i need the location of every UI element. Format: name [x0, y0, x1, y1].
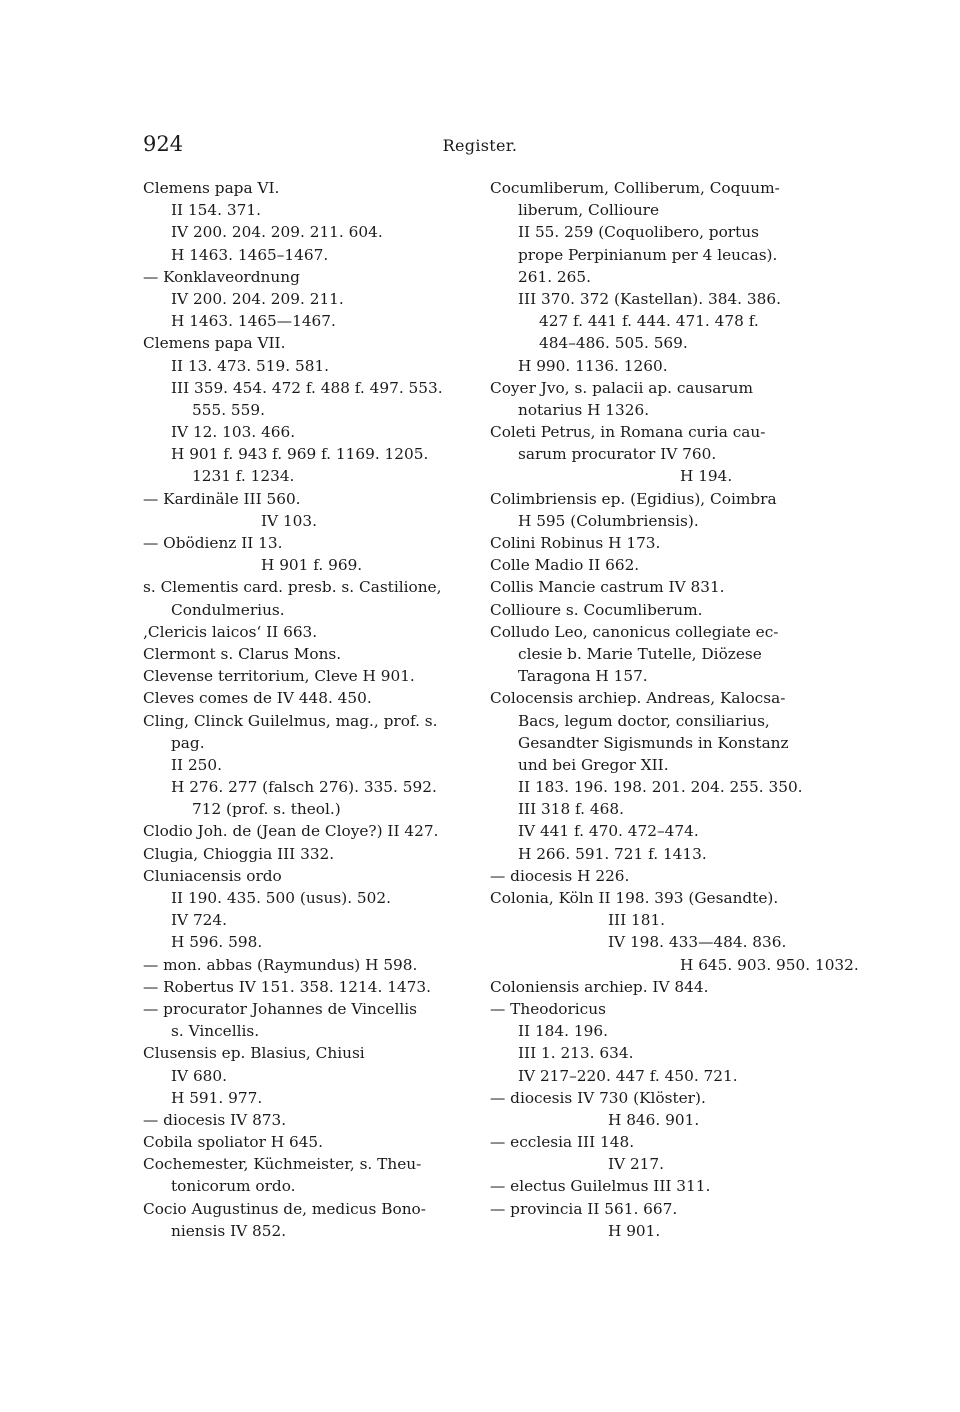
index-entry-line: II 250.: [171, 755, 223, 774]
index-entry-line: ‚Clericis laicos‘ II 663.: [143, 622, 318, 641]
index-entry-line: — mon. abbas (Raymundus) H 598.: [143, 955, 418, 974]
index-entry-line: II 190. 435. 500 (usus). 502.: [171, 889, 391, 907]
index-entry-line: III 181.: [608, 911, 666, 930]
index-entry-line: Colludo Leo, canonicus collegiate ec-: [490, 622, 779, 641]
index-entry-line: — Robertus IV 151. 358. 1214. 1473.: [143, 977, 431, 996]
index-entry-line: 1231 f. 1234.: [192, 467, 295, 486]
index-entry-line: s. Vincellis.: [171, 1022, 260, 1041]
index-entry-line: — Konklaveordnung: [143, 267, 300, 286]
index-entry-line: H 595 (Columbriensis).: [518, 511, 699, 530]
index-entry-line: Clevense territorium, Cleve H 901.: [143, 667, 415, 686]
index-entry-line: s. Clementis card. presb. s. Castilione,: [143, 578, 442, 597]
index-entry-line: niensis IV 852.: [171, 1221, 287, 1240]
index-entry-line: Cling, Clinck Guilelmus, mag., prof. s.: [143, 711, 438, 730]
index-entry-line: IV 217.: [608, 1155, 665, 1174]
index-entry-line: IV 198. 433—484. 836.: [608, 933, 787, 952]
index-entry-line: Cluniacensis ordo: [143, 866, 282, 885]
index-entry-line: H 990. 1136. 1260.: [518, 356, 668, 375]
index-entry-line: II 184. 196.: [518, 1022, 608, 1041]
index-entry-line: IV 12. 103. 466.: [171, 423, 296, 442]
index-entry-line: IV 441 f. 470. 472–474.: [518, 822, 699, 841]
index-entry-line: — ecclesia III 148.: [490, 1133, 635, 1152]
index-entry-line: IV 680.: [171, 1066, 228, 1085]
index-entry-line: H 901 f. 969.: [261, 556, 363, 575]
index-entry-line: H 901.: [608, 1221, 661, 1240]
index-entry-line: H 194.: [680, 467, 733, 486]
index-entry-line: — Kardinäle III 560.: [143, 489, 301, 508]
index-entry-line: III 318 f. 468.: [518, 800, 624, 819]
index-entry-line: pag.: [171, 733, 205, 752]
index-entry-line: 555. 559.: [192, 400, 265, 419]
index-entry-line: IV 724.: [171, 911, 228, 930]
index-entry-line: 484–486. 505. 569.: [539, 334, 688, 353]
index-entry-line: Clemens papa VI.: [143, 179, 280, 197]
index-entry-line: — diocesis IV 873.: [143, 1110, 287, 1129]
index-entry-line: H 1463. 1465–1467.: [171, 245, 329, 264]
index-entry-line: Colle Madio II 662.: [490, 556, 640, 575]
index-entry-line: Cochemester, Küchmeister, s. Theu-: [143, 1155, 422, 1174]
index-entry-line: 712 (prof. s. theol.): [192, 800, 341, 819]
index-entry-line: IV 200. 204. 209. 211.: [171, 289, 344, 308]
index-entry-line: 261. 265.: [518, 267, 591, 286]
index-entry-line: H 1463. 1465—1467.: [171, 312, 336, 331]
index-entry-line: H 846. 901.: [608, 1110, 700, 1129]
index-entry-line: II 13. 473. 519. 581.: [171, 356, 330, 375]
index-entry-line: IV 103.: [261, 511, 318, 530]
index-entry-line: H 591. 977.: [171, 1088, 263, 1107]
index-entry-line: II 183. 196. 198. 201. 204. 255. 350.: [518, 778, 803, 797]
index-entry-line: H 276. 277 (falsch 276). 335. 592.: [171, 778, 437, 797]
index-entry-line: Collioure s. Cocumliberum.: [490, 600, 703, 619]
index-entry-line: und bei Gregor XII.: [518, 755, 669, 774]
index-entry-line: Gesandter Sigismunds in Konstanz: [518, 733, 789, 752]
index-entry-line: sarum procurator IV 760.: [518, 445, 717, 464]
index-entry-line: Cleves comes de IV 448. 450.: [143, 689, 372, 708]
page-number: 924: [143, 132, 184, 156]
index-entry-line: — Obödienz II 13.: [143, 534, 283, 552]
index-entry-line: Clusensis ep. Blasius, Chiusi: [143, 1044, 365, 1063]
index-entry-line: clesie b. Marie Tutelle, Diözese: [518, 644, 762, 663]
index-entry-line: tonicorum ordo.: [171, 1177, 296, 1196]
index-entry-line: II 55. 259 (Coquolibero, portus: [518, 223, 759, 242]
right-column: [490, 177, 859, 1242]
index-entry-line: Taragona H 157.: [518, 667, 648, 686]
index-entry-line: — Theodoricus: [490, 999, 606, 1018]
index-entry-line: Colimbriensis ep. (Egidius), Coimbra: [490, 489, 777, 508]
index-entry-line: Clugia, Chioggia III 332.: [143, 844, 335, 863]
index-entry-line: — diocesis IV 730 (Klöster).: [490, 1088, 706, 1107]
index-entry-line: H 645. 903. 950. 1032.: [680, 955, 859, 974]
index-entry-line: Coloniensis archiep. IV 844.: [490, 977, 709, 996]
index-entry-line: 427 f. 441 f. 444. 471. 478 f.: [539, 312, 759, 331]
index-entry-line: Clemens papa VII.: [143, 334, 286, 353]
index-entry-line: III 359. 454. 472 f. 488 f. 497. 553.: [171, 378, 443, 397]
index-entry-line: III 370. 372 (Kastellan). 384. 386.: [518, 289, 781, 308]
index-entry-line: — provincia II 561. 667.: [490, 1199, 678, 1218]
index-entry-line: Clermont s. Clarus Mons.: [143, 644, 342, 663]
index-entry-line: Colocensis archiep. Andreas, Kalocsa-: [490, 689, 786, 708]
index-entry-line: liberum, Collioure: [518, 201, 660, 220]
index-entry-line: prope Perpinianum per 4 leucas).: [518, 245, 778, 264]
index-entry-line: III 1. 213. 634.: [518, 1044, 634, 1063]
index-entry-line: Bacs, legum doctor, consiliarius,: [518, 711, 770, 730]
index-entry-line: H 901 f. 943 f. 969 f. 1169. 1205.: [171, 445, 429, 464]
index-entry-line: Collis Mancie castrum IV 831.: [490, 578, 725, 597]
index-entry-line: II 154. 371.: [171, 201, 261, 220]
index-entry-line: Colonia, Köln II 198. 393 (Gesandte).: [490, 889, 779, 907]
index-entry-line: Cocumliberum, Colliberum, Coquum-: [490, 179, 780, 197]
index-entry-line: Coyer Jvo, s. palacii ap. causarum: [490, 378, 754, 397]
index-entry-line: Coleti Petrus, in Romana curia cau-: [490, 423, 766, 442]
index-entry-line: Clodio Joh. de (Jean de Cloye?) II 427.: [143, 822, 439, 841]
index-entry-line: H 266. 591. 721 f. 1413.: [518, 844, 707, 863]
index-entry-line: — electus Guilelmus III 311.: [490, 1177, 711, 1196]
index-entry-line: — procurator Johannes de Vincellis: [143, 999, 418, 1018]
index-entry-line: — diocesis H 226.: [490, 866, 630, 885]
running-head: Register.: [442, 136, 518, 155]
left-column: [143, 177, 478, 1242]
index-entry-line: Cocio Augustinus de, medicus Bono-: [143, 1199, 426, 1218]
index-entry-line: Colini Robinus H 173.: [490, 534, 661, 552]
index-entry-line: Condulmerius.: [171, 600, 285, 619]
index-entry-line: H 596. 598.: [171, 933, 263, 952]
index-entry-line: IV 217–220. 447 f. 450. 721.: [518, 1066, 738, 1085]
index-entry-line: Cobila spoliator H 645.: [143, 1133, 324, 1152]
index-entry-line: IV 200. 204. 209. 211. 604.: [171, 223, 383, 242]
index-entry-line: notarius H 1326.: [518, 400, 650, 419]
